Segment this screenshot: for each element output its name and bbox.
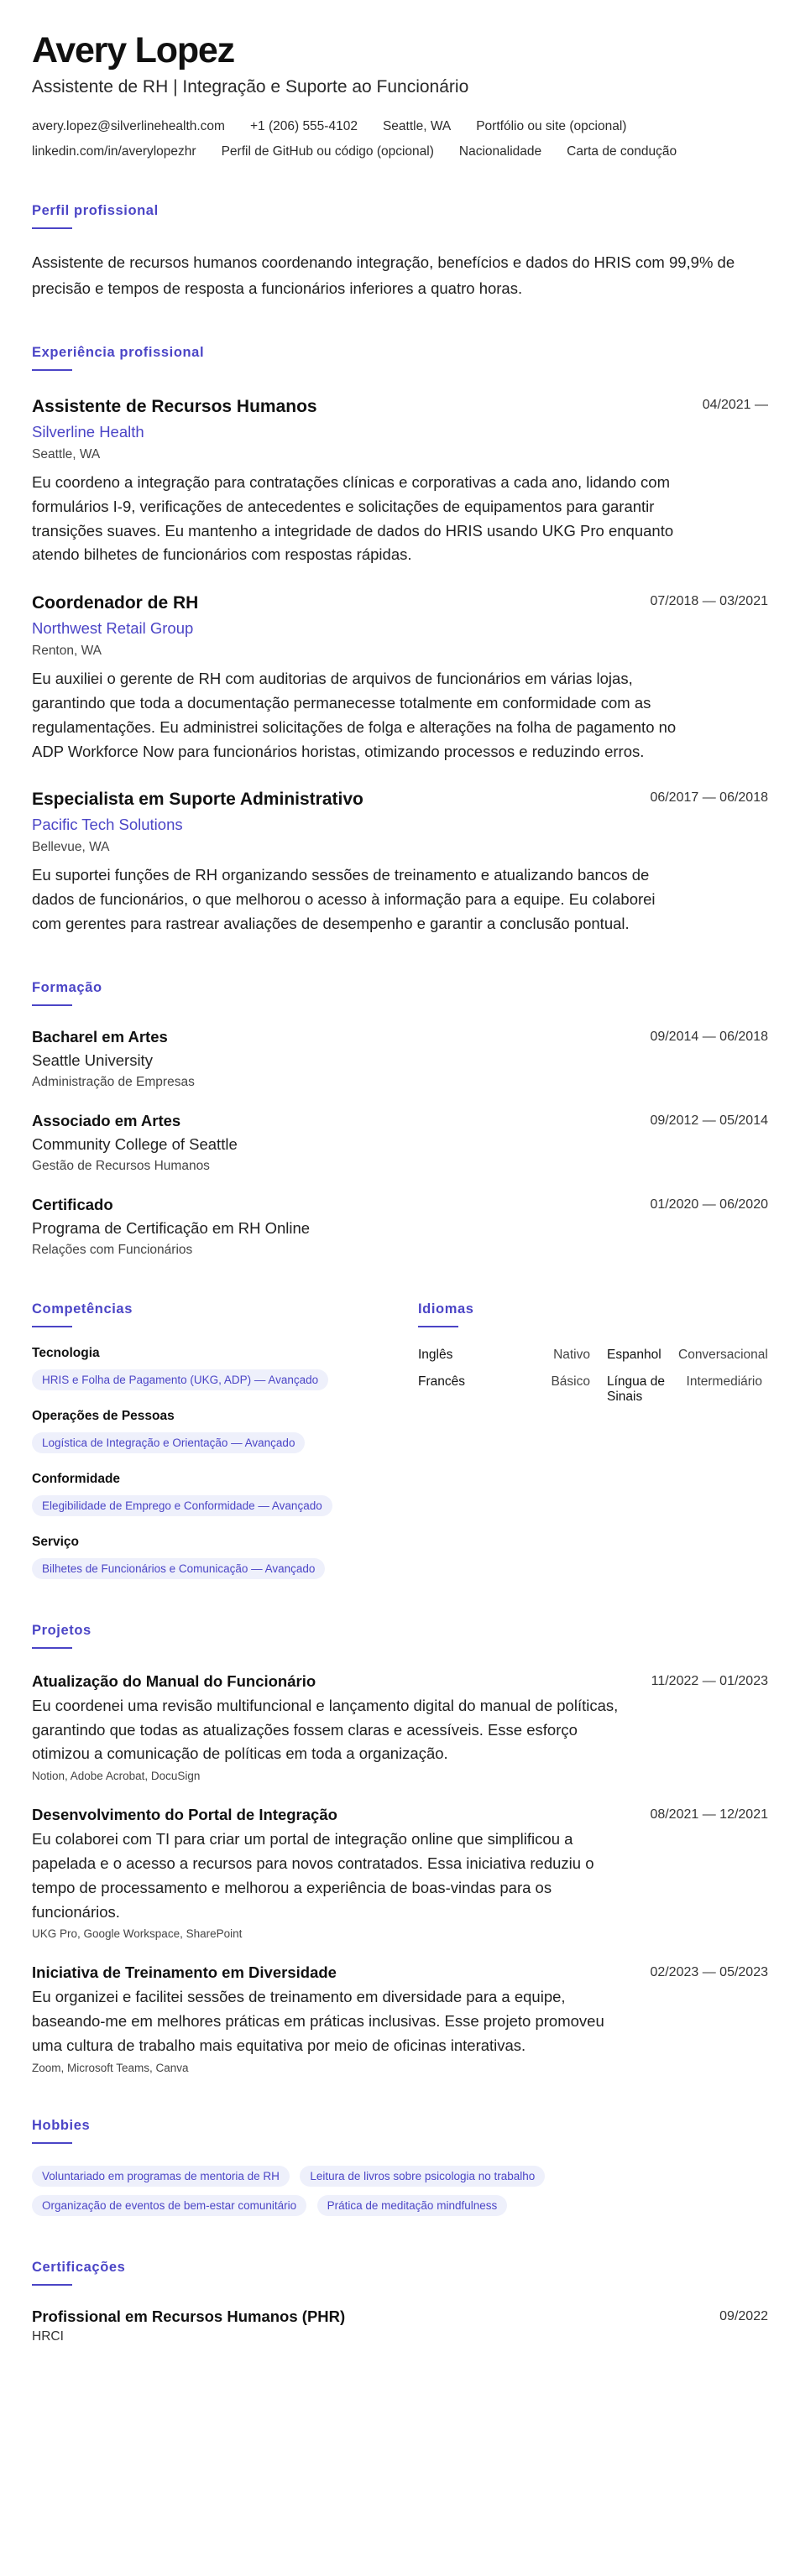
language-level: Intermediário	[686, 1374, 762, 1389]
skill-group	[32, 1409, 418, 1453]
project-title: Atualização do Manual do Funcionário	[32, 1671, 316, 1690]
certifications-section	[32, 2260, 768, 2344]
certification-date: 09/2022	[719, 2308, 768, 2323]
skill-category: Tecnologia	[32, 1345, 100, 1360]
experience-section	[32, 345, 768, 936]
contact-github[interactable]: Perfil de GitHub ou código (opcional)	[221, 144, 434, 159]
section-title: Perfil profissional	[32, 203, 159, 218]
languages-grid	[418, 1348, 768, 1405]
job-company: Pacific Tech Solutions	[32, 816, 183, 834]
job-location: Renton, WA	[32, 644, 102, 659]
hobby-chip: Prática de meditação mindfulness	[317, 2195, 508, 2216]
languages-section	[418, 1301, 768, 1579]
language-name: Espanhol	[607, 1347, 661, 1362]
skill-group	[32, 1535, 418, 1579]
skills-languages-row	[32, 1301, 768, 1579]
skill-chip: HRIS e Folha de Pagamento (UKG, ADP) — Avançado	[32, 1369, 328, 1390]
section-title: Formação	[32, 979, 102, 995]
project-date: 11/2022 — 01/2023	[651, 1673, 768, 1688]
hobby-chip: Organização de eventos de bem-estar comunitário	[32, 2195, 306, 2216]
skill-group	[32, 1346, 418, 1390]
profile-section	[32, 203, 768, 301]
skill-chip: Logística de Integração e Orientação — Avançado	[32, 1432, 305, 1453]
language-name: Língua de Sinais	[607, 1374, 665, 1404]
candidate-headline: Assistente de RH | Integração e Suporte ao Funcionário	[32, 77, 469, 96]
language-name: Francês	[418, 1374, 465, 1389]
project-title: Desenvolvimento do Portal de Integração	[32, 1806, 337, 1824]
language-level: Básico	[551, 1374, 590, 1389]
certification-title: Profissional em Recursos Humanos (PHR)	[32, 2307, 346, 2325]
project-tools: UKG Pro, Google Workspace, SharePoint	[32, 1927, 243, 1941]
section-divider	[32, 227, 72, 229]
section-title: Competências	[32, 1301, 133, 1317]
skills-section	[32, 1301, 418, 1579]
education-entry	[32, 1028, 768, 1090]
education-entry	[32, 1196, 768, 1258]
job-title: Especialista em Suporte Administrativo	[32, 790, 363, 810]
education-field: Administração de Empresas	[32, 1074, 195, 1089]
project-entry	[32, 1963, 768, 2073]
education-school: Seattle University	[32, 1051, 153, 1069]
profile-summary: Assistente de recursos humanos coordenando integração, benefícios e dados do HRIS com 99,9% de precisão e tempos de resposta a funcionários inferiores a quatro horas.	[32, 253, 735, 297]
resume-header	[32, 30, 768, 159]
education-field: Relações com Funcionários	[32, 1242, 193, 1257]
education-field: Gestão de Recursos Humanos	[32, 1158, 210, 1173]
education-school: Programa de Certificação em RH Online	[32, 1218, 311, 1237]
section-divider	[32, 2142, 72, 2144]
project-title: Iniciativa de Treinamento em Diversidade	[32, 1963, 337, 1982]
job-entry	[32, 592, 768, 764]
section-divider	[32, 1647, 72, 1649]
job-entry	[32, 396, 768, 567]
contact-phone[interactable]: +1 (206) 555-4102	[249, 119, 358, 133]
education-date: 01/2020 — 06/2020	[650, 1197, 768, 1212]
section-title: Hobbies	[32, 2117, 91, 2133]
project-date: 08/2021 — 12/2021	[650, 1807, 768, 1822]
hobby-chip: Voluntariado em programas de mentoria de RH	[32, 2166, 290, 2187]
section-divider	[32, 1326, 72, 1327]
job-title: Coordenador de RH	[32, 593, 199, 613]
education-degree: Bacharel em Artes	[32, 1027, 168, 1046]
section-divider	[32, 369, 72, 371]
project-tools: Notion, Adobe Acrobat, DocuSign	[32, 1770, 201, 1783]
language-level: Conversacional	[678, 1347, 768, 1362]
project-tools: Zoom, Microsoft Teams, Canva	[32, 2061, 189, 2074]
project-description: Eu coordenei uma revisão multifuncional e lançamento digital do manual de políticas, garantindo que todas as atualizações fossem claras e acessíveis. Esse esforço otimizou a comunicação de políticas em toda a organização.	[32, 1696, 619, 1763]
contact-email[interactable]: avery.lopez@silverlinehealth.com	[32, 119, 225, 133]
job-company: Northwest Retail Group	[32, 619, 194, 638]
contact-location: Seattle, WA	[382, 119, 452, 133]
hobby-chip: Leitura de livros sobre psicologia no trabalho	[300, 2166, 545, 2187]
job-description: Eu coordeno a integração para contratações clínicas e corporativas a cada ano, lidando com formulários I-9, verificações de antecedentes e solicitações de equipamentos para garantir transições suaves. Eu mantenho a integridade de dados do HRIS usando UKG Pro enquanto atendo bilhetes de funcionários com respostas rápidas.	[32, 473, 674, 564]
section-title: Idiomas	[418, 1301, 474, 1317]
contact-list	[32, 119, 768, 159]
language-level: Nativo	[553, 1347, 590, 1362]
job-location: Seattle, WA	[32, 447, 101, 461]
job-date: 06/2017 — 06/2018	[650, 790, 768, 806]
contact-nationality: Nacionalidade	[458, 144, 542, 159]
job-title: Assistente de Recursos Humanos	[32, 397, 317, 416]
skill-chip: Elegibilidade de Emprego e Conformidade — Avançado	[32, 1495, 332, 1516]
section-divider	[32, 2284, 72, 2286]
job-description: Eu auxiliei o gerente de RH com auditorias de arquivos de funcionários em várias lojas, garantindo que toda a documentação permanecesse totalmente em conformidade com as regulamentações. Eu administrei solicitações de folga e alterações na folha de pagamento no ADP Workforce Now para funcionários horistas, otimizando processos e reduzindo erros.	[32, 670, 677, 760]
projects-section	[32, 1623, 768, 2074]
job-date: 04/2021 —	[702, 398, 768, 412]
hobby-list	[32, 2157, 670, 2216]
education-entry	[32, 1112, 768, 1174]
certification-entry	[32, 2307, 768, 2344]
project-description: Eu colaborei com TI para criar um portal de integração online que simplificou a papelada e o acesso a recursos para novos contratados. Essa iniciativa reduziu o tempo de processamento e melhorou a experiência de boas-vindas para os funcionários.	[32, 1830, 594, 1921]
job-description: Eu suportei funções de RH organizando sessões de treinamento e atualizando bancos de dados de funcionários, o que melhorou o acesso à informação para a equipe. Eu colaborei com gerentes para rastrear avaliações de desempenho e garantir a conclusão pontual.	[32, 866, 656, 932]
education-date: 09/2014 — 06/2018	[650, 1029, 768, 1044]
section-title: Experiência profissional	[32, 345, 205, 360]
contact-driving-license: Carta de condução	[567, 144, 677, 159]
education-section	[32, 980, 768, 1258]
job-entry	[32, 789, 768, 936]
section-divider	[418, 1326, 458, 1327]
job-location: Bellevue, WA	[32, 840, 110, 855]
project-entry	[32, 1806, 768, 1940]
skill-category: Serviço	[32, 1534, 80, 1549]
section-title: Projetos	[32, 1622, 92, 1638]
education-degree: Certificado	[32, 1195, 113, 1213]
section-title: Certificações	[32, 2259, 126, 2275]
candidate-name: Avery Lopez	[32, 30, 234, 70]
hobbies-section	[32, 2118, 768, 2216]
skill-category: Operações de Pessoas	[32, 1408, 175, 1423]
education-date: 09/2012 — 05/2014	[650, 1113, 768, 1128]
project-description: Eu organizei e facilitei sessões de treinamento em diversidade para a equipe, baseando-me em melhores práticas em práticas inclusivas. Esse projeto promoveu uma cultura de trabalho mais equitativa por meio de oficinas interativas.	[32, 1988, 604, 2054]
skill-group	[32, 1472, 418, 1516]
skill-category: Conformidade	[32, 1471, 121, 1486]
language-name: Inglês	[418, 1347, 453, 1362]
job-company: Silverline Health	[32, 423, 144, 441]
contact-portfolio[interactable]: Portfólio ou site (opcional)	[476, 119, 627, 133]
project-entry	[32, 1672, 768, 1782]
skill-chip: Bilhetes de Funcionários e Comunicação — Avançado	[32, 1558, 325, 1579]
job-date: 07/2018 — 03/2021	[650, 594, 768, 609]
education-school: Community College of Seattle	[32, 1134, 238, 1153]
education-degree: Associado em Artes	[32, 1111, 181, 1129]
certification-issuer: HRCI	[32, 2328, 64, 2344]
section-divider	[32, 1004, 72, 1006]
contact-linkedin[interactable]: linkedin.com/in/averylopezhr	[32, 144, 196, 159]
project-date: 02/2023 — 05/2023	[650, 1965, 768, 1980]
